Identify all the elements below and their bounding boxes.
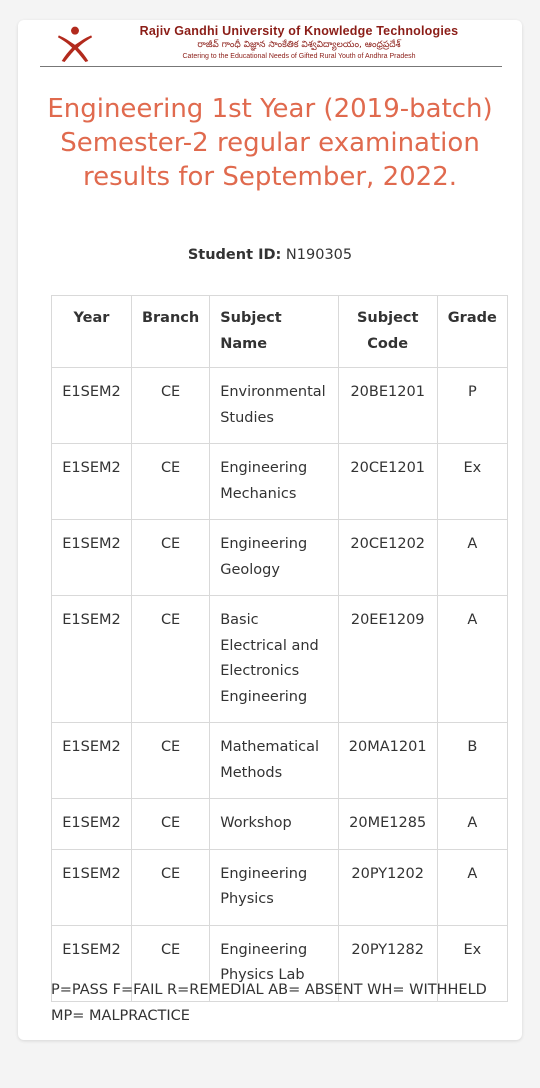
cell-code: 20PY1202 bbox=[338, 849, 437, 925]
cell-year: E1SEM2 bbox=[52, 596, 132, 723]
col-header-year: Year bbox=[52, 296, 132, 368]
cell-year: E1SEM2 bbox=[52, 520, 132, 596]
cell-branch: CE bbox=[131, 368, 209, 444]
cell-subject: Basic Electrical and Electronics Engineering bbox=[210, 596, 339, 723]
cell-code: 20CE1202 bbox=[338, 520, 437, 596]
rgukt-logo-icon bbox=[56, 24, 94, 62]
cell-subject: Environmental Studies bbox=[210, 368, 339, 444]
cell-grade: B bbox=[437, 723, 507, 799]
table-header-row bbox=[52, 296, 508, 368]
student-id-value: N190305 bbox=[285, 247, 353, 263]
student-id bbox=[18, 247, 522, 263]
table-row bbox=[52, 444, 508, 520]
cell-code: 20EE1209 bbox=[338, 596, 437, 723]
university-tagline: Catering to the Educational Needs of Gifted Rural Youth of Andhra Pradesh bbox=[182, 53, 416, 60]
cell-grade: A bbox=[437, 520, 507, 596]
cell-subject: Engineering Physics bbox=[210, 849, 339, 925]
university-header bbox=[40, 20, 502, 67]
cell-grade: A bbox=[437, 799, 507, 850]
cell-grade: A bbox=[437, 849, 507, 925]
cell-year: E1SEM2 bbox=[52, 925, 132, 1001]
cell-year: E1SEM2 bbox=[52, 444, 132, 520]
cell-grade: Ex bbox=[437, 925, 507, 1001]
cell-branch: CE bbox=[131, 596, 209, 723]
cell-branch: CE bbox=[131, 520, 209, 596]
cell-code: 20BE1201 bbox=[338, 368, 437, 444]
cell-subject: Engineering Geology bbox=[210, 520, 339, 596]
cell-grade: P bbox=[437, 368, 507, 444]
cell-year: E1SEM2 bbox=[52, 368, 132, 444]
table-row bbox=[52, 849, 508, 925]
university-name: Rajiv Gandhi University of Knowledge Technologies bbox=[139, 24, 459, 38]
col-header-grade: Grade bbox=[437, 296, 507, 368]
grade-legend: P=PASS F=FAIL R=REMEDIAL AB= ABSENT WH= WITHHELD MP= MALPRACTICE bbox=[51, 982, 487, 1024]
cell-branch: CE bbox=[131, 444, 209, 520]
table-row bbox=[52, 799, 508, 850]
cell-subject: Engineering Physics Lab bbox=[210, 925, 339, 1001]
col-header-code: Subject Code bbox=[338, 296, 437, 368]
table-row bbox=[52, 368, 508, 444]
table-row bbox=[52, 723, 508, 799]
cell-subject: Engineering Mechanics bbox=[210, 444, 339, 520]
cell-branch: CE bbox=[131, 925, 209, 1001]
cell-code: 20ME1285 bbox=[338, 799, 437, 850]
result-card bbox=[18, 20, 522, 1040]
cell-branch: CE bbox=[131, 799, 209, 850]
university-name-telugu: రాజీవ్ గాంధీ విజ్ఞాన సాంకేతిక విశ్వవిద్యాలయం, ఆంధ్రప్రదేశ్ bbox=[197, 40, 401, 50]
cell-branch: CE bbox=[131, 849, 209, 925]
cell-code: 20CE1201 bbox=[338, 444, 437, 520]
cell-code: 20MA1201 bbox=[338, 723, 437, 799]
table-row bbox=[52, 596, 508, 723]
table-row bbox=[52, 520, 508, 596]
cell-year: E1SEM2 bbox=[52, 849, 132, 925]
cell-subject: Mathematical Methods bbox=[210, 723, 339, 799]
cell-year: E1SEM2 bbox=[52, 799, 132, 850]
page-title: Engineering 1st Year (2019-batch) Semester-2 regular examination results for September, 2022. bbox=[47, 94, 493, 192]
col-header-subject: Subject Name bbox=[210, 296, 339, 368]
col-header-branch: Branch bbox=[131, 296, 209, 368]
student-id-label: Student ID: bbox=[187, 247, 282, 263]
cell-year: E1SEM2 bbox=[52, 723, 132, 799]
cell-code: 20PY1282 bbox=[338, 925, 437, 1001]
cell-subject: Workshop bbox=[210, 799, 339, 850]
cell-grade: A bbox=[437, 596, 507, 723]
results-table bbox=[51, 295, 508, 1002]
cell-grade: Ex bbox=[437, 444, 507, 520]
cell-branch: CE bbox=[131, 723, 209, 799]
